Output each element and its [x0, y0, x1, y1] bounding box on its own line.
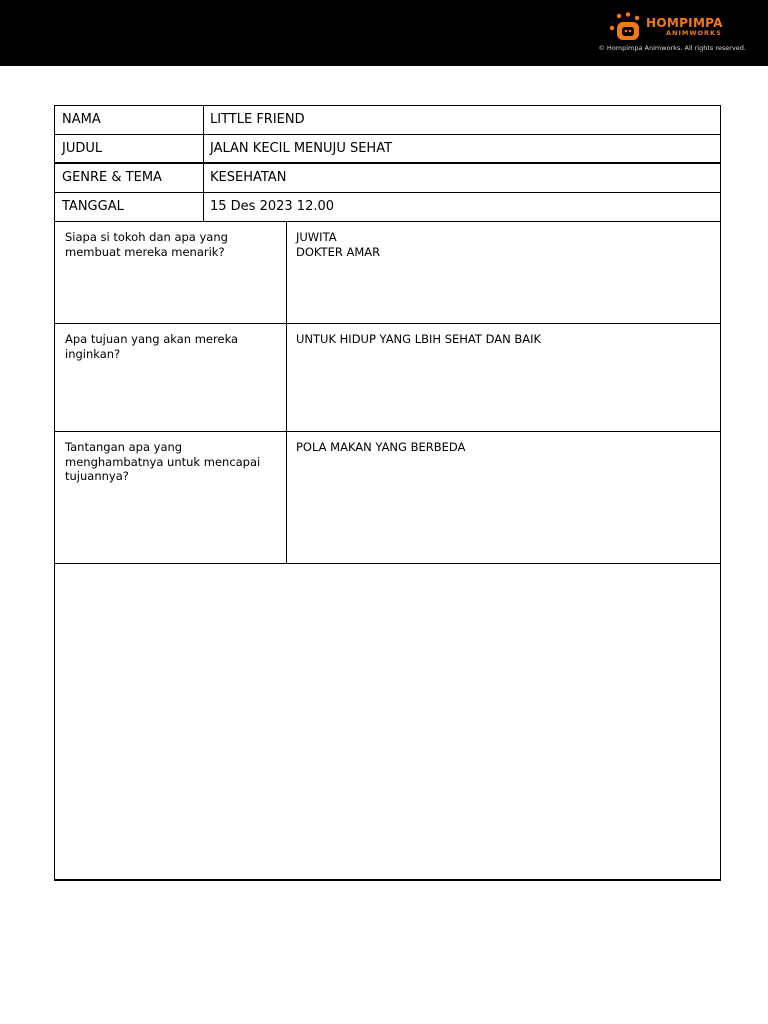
info-label: TANGGAL: [55, 193, 204, 221]
answer-text: [287, 432, 465, 455]
answer-line: POLA MAKAN YANG BERBEDA: [296, 440, 466, 454]
question-text: Siapa si tokoh dan apa yang membuat mereka menarik?: [55, 222, 287, 323]
answer-text: [287, 324, 541, 347]
question-row-character: [55, 222, 720, 324]
header-bar: [0, 0, 768, 66]
info-label: GENRE & TEMA: [55, 164, 204, 192]
brand-subname: ANIMWORKS: [666, 29, 722, 37]
question-row-challenge: [55, 432, 720, 564]
info-value: KESEHATAN: [210, 170, 287, 185]
answer-line: DOKTER AMAR: [296, 244, 381, 259]
question-text: Tantangan apa yang menghambatnya untuk mencapai tujuannya?: [55, 432, 287, 563]
answer-line: UNTUK HIDUP YANG LBIH SEHAT DAN BAIK: [296, 332, 542, 346]
answer-text: [287, 222, 380, 259]
question-row-goal: [55, 324, 720, 432]
info-value: JALAN KECIL MENUJU SEHAT: [210, 141, 393, 156]
copyright-text: © Hompimpa Animworks. All rights reserved.: [598, 44, 746, 52]
brand-name: HOMPIMPA: [646, 16, 723, 30]
story-form: [54, 105, 721, 881]
answer-line: JUWITA: [296, 230, 337, 244]
info-row-nama: [55, 106, 720, 135]
info-row-tanggal: [55, 193, 720, 222]
info-value: 15 Des 2023 12.00: [210, 199, 335, 214]
question-text: Apa tujuan yang akan mereka inginkan?: [55, 324, 287, 431]
info-row-genre: [55, 164, 720, 193]
info-row-judul: [55, 135, 720, 164]
info-value: LITTLE FRIEND: [210, 112, 305, 127]
logo-mascot-icon: [608, 12, 644, 42]
info-label: JUDUL: [55, 135, 204, 163]
info-label: NAMA: [55, 106, 204, 134]
